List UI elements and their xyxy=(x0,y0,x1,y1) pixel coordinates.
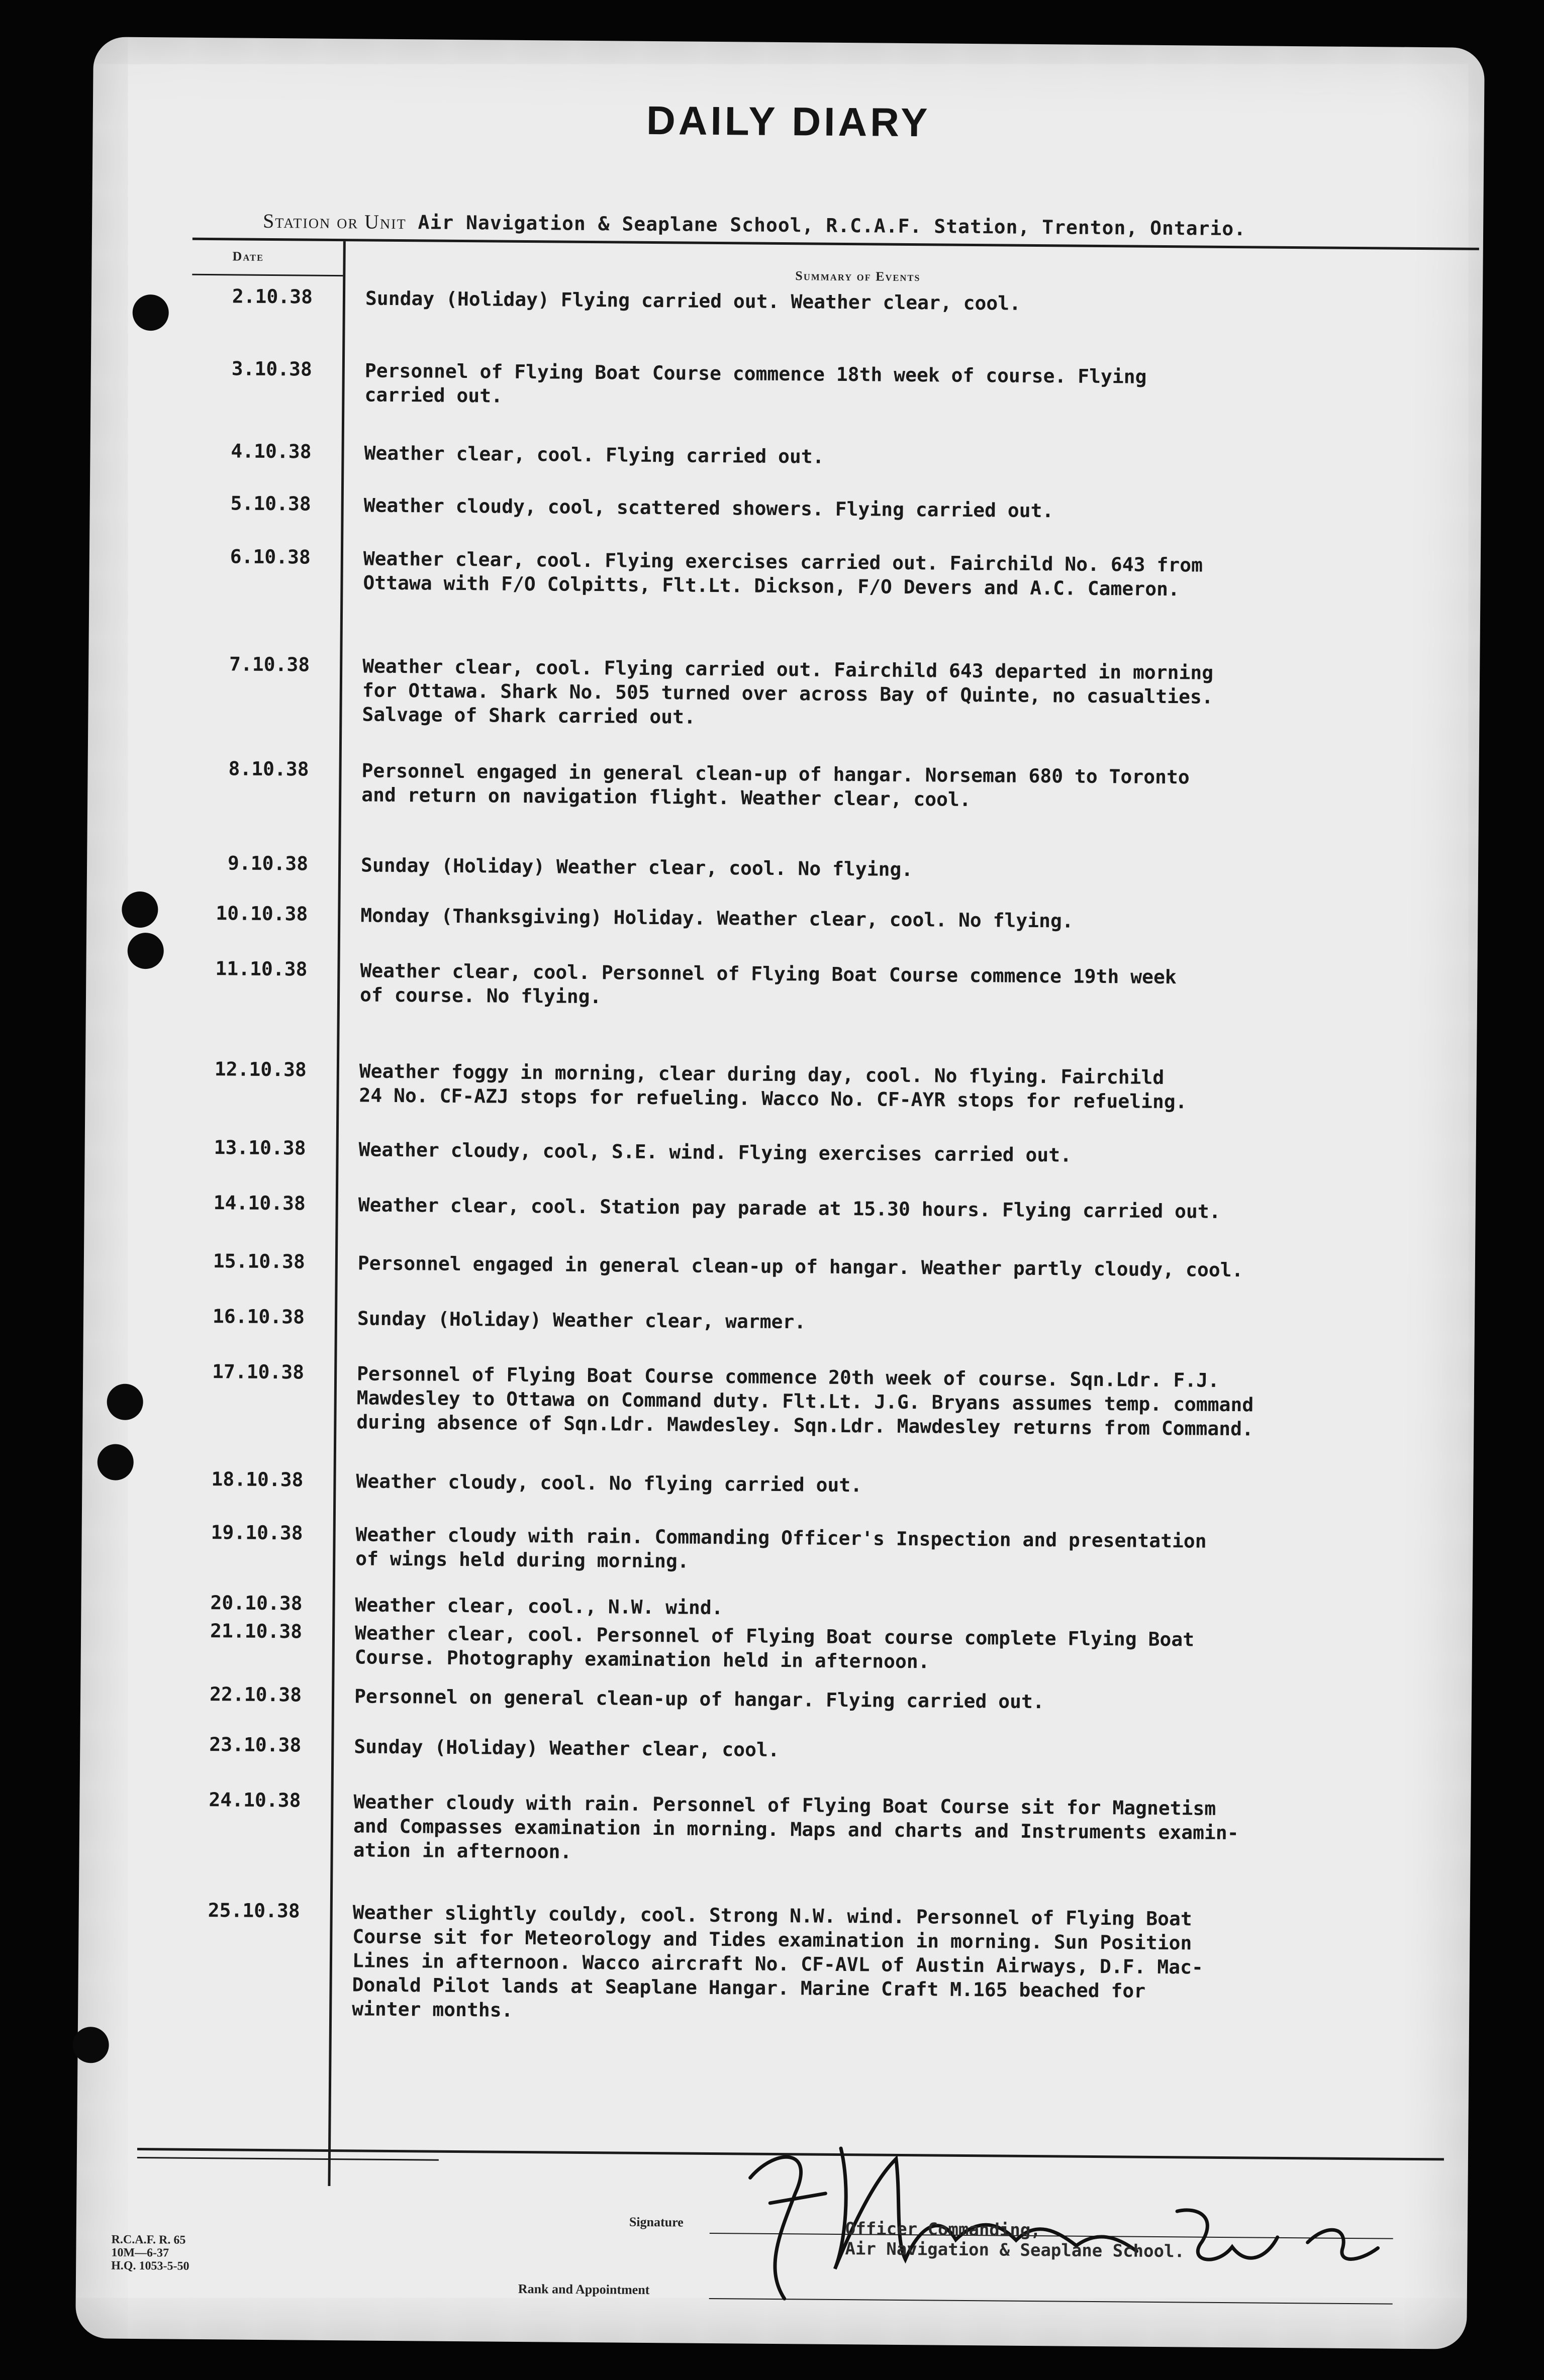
entry-summary: Weather clear, cool. Personnel of Flying Boat course complete Flying Boat Course. Photography examination held in afternoon. xyxy=(354,1622,1195,1673)
diary-entry xyxy=(83,1304,1475,1333)
entry-date: 12.10.38 xyxy=(214,1058,307,1081)
entry-summary: Weather foggy in morning, clear during day, cool. No flying. Fairchild 24 No. CF-AZJ stops for refueling. Wacco No. CF-AYR stops for refueling. xyxy=(359,1060,1187,1113)
diary-entry xyxy=(89,544,1481,601)
officer-title: Officer Commanding, Air Navigation & Seaplane School. xyxy=(845,2219,1185,2262)
entry-summary: Weather cloudy, cool, S.E. wind. Flying exercises carried out. xyxy=(358,1138,1072,1166)
entry-summary: Weather cloudy with rain. Commanding Officer's Inspection and presentation of wings held during morning. xyxy=(355,1523,1207,1572)
header-rule-date xyxy=(192,274,343,276)
entry-summary: Weather cloudy, cool. No flying carried out. xyxy=(356,1470,862,1497)
diary-page xyxy=(75,37,1485,2349)
entry-date: 2.10.38 xyxy=(232,285,313,308)
entry-summary: Personnel engaged in general clean-up of hangar. Weather partly cloudy, cool. xyxy=(357,1252,1243,1281)
diary-entry xyxy=(83,1359,1474,1440)
diary-entry xyxy=(87,901,1478,932)
entry-date: 23.10.38 xyxy=(209,1733,302,1756)
entry-summary: Sunday (Holiday) Weather clear, cool. xyxy=(354,1735,780,1761)
column-header-summary: Summary of Events xyxy=(795,268,921,284)
entry-date: 4.10.38 xyxy=(231,440,312,463)
entry-summary: Sunday (Holiday) Weather clear, cool. No flying. xyxy=(360,854,913,881)
diary-entry xyxy=(82,1520,1473,1572)
entry-summary: Weather clear, cool. Personnel of Flying Boat Course commence 19th week of course. No flying. xyxy=(359,959,1177,1008)
entry-summary: Personnel on general clean-up of hangar. Flying carried out. xyxy=(354,1685,1044,1713)
diary-entry xyxy=(90,439,1482,468)
diary-entry xyxy=(84,1191,1476,1223)
entry-summary: Personnel engaged in general clean-up of hangar. Norseman 680 to Toronto and return on navigation flight. Weather clear, cool. xyxy=(361,759,1190,811)
entry-summary: Personnel of Flying Boat Course commence 18th week of course. Flying carried out. xyxy=(364,359,1147,407)
form-code: R.C.A.F. R. 65 10M—6-37 H.Q. 1053-5-50 xyxy=(111,2233,189,2273)
entry-summary: Weather clear, cool., N.W. wind. xyxy=(355,1594,723,1619)
entry-date: 18.10.38 xyxy=(211,1468,304,1491)
diary-entry xyxy=(80,1732,1472,1761)
signature-block xyxy=(694,2117,1399,2334)
entry-date: 22.10.38 xyxy=(209,1683,302,1706)
entry-date: 16.10.38 xyxy=(212,1305,305,1328)
entry-date: 25.10.38 xyxy=(208,1899,300,1922)
punch-hole xyxy=(72,2027,109,2063)
station-label: Station or Unit xyxy=(262,209,407,234)
diary-entry xyxy=(85,1135,1476,1166)
diary-entry xyxy=(80,1788,1471,1863)
diary-entry xyxy=(88,652,1480,728)
diary-entry xyxy=(91,356,1482,407)
entry-date: 10.10.38 xyxy=(216,902,308,925)
entry-date: 15.10.38 xyxy=(213,1250,306,1273)
page-title: DAILY DIARY xyxy=(646,97,931,145)
rank-label: Rank and Appointment xyxy=(518,2281,650,2298)
entry-summary: Weather clear, cool. Flying carried out. xyxy=(364,442,824,468)
diary-entry xyxy=(84,1249,1475,1281)
entry-date: 20.10.38 xyxy=(210,1592,303,1615)
diary-entry xyxy=(80,1682,1472,1713)
entry-date: 13.10.38 xyxy=(214,1136,306,1159)
entry-date: 19.10.38 xyxy=(211,1521,303,1544)
diary-entry xyxy=(81,1591,1473,1619)
diary-entry xyxy=(87,851,1478,881)
entry-summary: Weather clear, cool. Flying exercises carried out. Fairchild No. 643 from Ottawa with F/O Colpitts, Flt.Lt. Dickson, F/O Devers and A.C. Cameron. xyxy=(363,547,1203,601)
entry-summary: Weather slightly couldy, cool. Strong N.W. wind. Personnel of Flying Boat Course sit for Meteorology and Tides examination in morning. Sun Position Lines in afternoon. Wacco aircraft No. CF-AVL of Austin Airways, D.F. Mac- Donald Pilot lands at Seaplane Hangar. Marine Craft M.165 beached for winter months. xyxy=(352,1901,1204,2021)
entry-date: 9.10.38 xyxy=(227,852,309,875)
entry-date: 8.10.38 xyxy=(228,757,309,780)
entry-summary: Personnel of Flying Boat Course commence 20th week of course. Sqn.Ldr. F.J. Mawdesley to Ottawa on Command duty. Flt.Lt. J.G. Bryans assumes temp. command during absence of Sqn.Ldr. Mawdesley. Sqn.Ldr. Mawdesley returns from Command. xyxy=(356,1362,1254,1440)
bottom-rule-short xyxy=(137,2157,439,2161)
column-header-date: Date xyxy=(232,249,264,264)
entry-summary: Weather clear, cool. Flying carried out. Fairchild 643 departed in morning for Ottawa. Shark No. 505 turned over across Bay of Quinte, no casualties. Salvage of Shark carried out. xyxy=(362,655,1214,728)
entry-date: 14.10.38 xyxy=(213,1192,306,1215)
entry-date: 3.10.38 xyxy=(231,357,313,380)
diary-entry xyxy=(85,1057,1477,1113)
diary-entry xyxy=(90,491,1481,522)
entry-date: 7.10.38 xyxy=(229,653,310,676)
punch-hole xyxy=(107,1383,143,1420)
entry-date: 5.10.38 xyxy=(230,492,311,515)
diary-entry xyxy=(82,1467,1474,1497)
column-divider xyxy=(328,241,345,2186)
entry-date: 6.10.38 xyxy=(230,545,311,568)
station-value: Air Navigation & Seaplane School, R.C.A.F. Station, Trenton, Ontario. xyxy=(418,211,1246,240)
entry-summary: Sunday (Holiday) Flying carried out. Weather clear, cool. xyxy=(365,287,1021,315)
diary-entry xyxy=(88,756,1479,811)
diary-entry xyxy=(91,284,1483,315)
diary-entry xyxy=(79,1898,1470,2021)
entry-summary: Weather clear, cool. Station pay parade at 15.30 hours. Flying carried out. xyxy=(358,1194,1221,1223)
entry-date: 17.10.38 xyxy=(212,1360,305,1383)
entry-summary: Weather cloudy, cool, scattered showers. Flying carried out. xyxy=(363,494,1054,522)
entry-date: 24.10.38 xyxy=(209,1789,301,1812)
entry-summary: Weather cloudy with rain. Personnel of Flying Boat Course sit for Magnetism and Compasses examination in morning. Maps and charts and Instruments examin- ation in afternoon. xyxy=(353,1791,1239,1863)
entry-date: 11.10.38 xyxy=(215,957,308,980)
signature-label: Signature xyxy=(629,2214,684,2230)
entry-summary: Monday (Thanksgiving) Holiday. Weather clear, cool. No flying. xyxy=(360,904,1074,932)
entry-summary: Sunday (Holiday) Weather clear, warmer. xyxy=(357,1307,806,1333)
entry-date: 21.10.38 xyxy=(210,1620,303,1643)
diary-entry xyxy=(86,956,1478,1008)
